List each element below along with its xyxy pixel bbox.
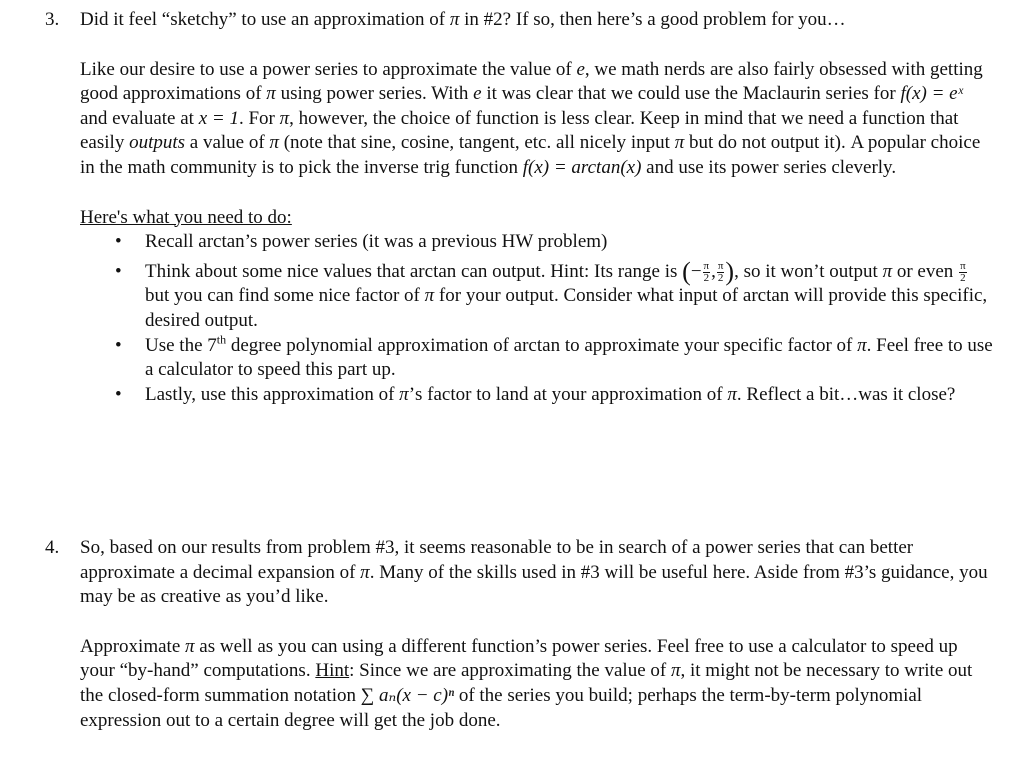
pi-symbol: π xyxy=(399,383,409,405)
problem-4-text: : Since we are approximating the value of xyxy=(349,660,671,682)
e-symbol: e xyxy=(576,58,585,80)
x-equals-one-expr: x = 1 xyxy=(198,107,239,129)
problem-4-intro xyxy=(45,536,994,610)
intro-text: and evaluate at xyxy=(80,107,199,129)
summation-expr: ∑ aₙ(x − c)ⁿ xyxy=(360,684,455,706)
task-item xyxy=(115,332,994,383)
pi-symbol: π xyxy=(882,260,893,282)
task-text: . Feel free to use a calculator to speed this part up. xyxy=(145,334,993,381)
problem-4 xyxy=(45,536,994,733)
outputs-emphasis: outputs xyxy=(129,132,186,154)
task-item xyxy=(115,256,994,334)
problem-4-text: , it might not be necessary to write out the closed-form summation notation xyxy=(80,660,973,706)
problem-3-number: 3. xyxy=(45,9,60,30)
intro-text: . For xyxy=(238,107,280,129)
task-text: but you can find some nice factor of xyxy=(145,285,425,307)
task-item xyxy=(115,230,994,255)
question-text: in #2? If so, then here’s a good problem for you… xyxy=(459,9,846,30)
task-text: . Reflect a bit…was it close? xyxy=(736,383,956,405)
pi-symbol: π xyxy=(269,132,279,154)
problem-4-text: Approximate xyxy=(80,635,186,657)
tasks-heading xyxy=(45,206,994,231)
task-text: ’s factor to land at your approximation of xyxy=(408,383,728,405)
tasks-heading-text: Here's what you need to do: xyxy=(80,206,292,228)
pi-over-two-fraction: $\frac{\pi}{2}$ xyxy=(717,259,724,284)
pi-symbol: π xyxy=(279,107,290,129)
pi-symbol: π xyxy=(674,132,685,154)
intro-text: using power series. With xyxy=(275,83,474,105)
tasks-list xyxy=(45,230,994,407)
superscript-th: th xyxy=(216,332,227,347)
pi-over-two-fraction: $\frac{\pi}{2}$ xyxy=(703,259,710,284)
problem-3-intro xyxy=(45,58,994,181)
problem-3-question xyxy=(45,8,994,33)
pi-symbol: π xyxy=(727,383,737,405)
intro-text: and use its power series cleverly. xyxy=(641,156,897,178)
intro-text: , we math nerds are also fairly obsessed with getting good approximations of xyxy=(80,58,983,105)
problem-4-task xyxy=(45,635,994,733)
problem-3 xyxy=(45,8,994,407)
bullet-icon: • xyxy=(115,260,122,282)
problem-4-text: So, based on our results from problem #3, it seems reasonable to be in search of a power series that can better approximate a decimal expansion of xyxy=(80,537,914,583)
pi-symbol: π xyxy=(185,635,195,657)
exp-function-expr: f(x) = eˣ xyxy=(900,83,963,105)
problem-4-text: of the series you build; perhaps the term-by-term polynomial expression out to a certain degree will get the job done. xyxy=(80,684,923,731)
task-text: degree polynomial approximation of arctan to approximate your specific factor of xyxy=(226,334,858,356)
task-text: Lastly, use this approximation of xyxy=(145,383,400,405)
pi-symbol: π xyxy=(266,83,276,105)
intro-text: (note that sine, cosine, tangent, etc. all nicely input xyxy=(278,132,675,154)
intro-text: it was clear that we could use the Maclaurin series for xyxy=(481,83,901,105)
bullet-icon: • xyxy=(115,334,122,356)
intro-text: Like our desire to use a power series to approximate the value of xyxy=(80,58,577,80)
task-text: , so it won’t output xyxy=(734,260,883,282)
pi-over-two-fraction: $\frac{\pi}{2}$ xyxy=(960,259,966,284)
pi-symbol: π xyxy=(857,334,867,356)
task-text: Think about some nice values that arctan can output. Hint: Its range is xyxy=(145,260,683,282)
task-text: Use the 7 xyxy=(145,334,217,356)
intro-text: a value of xyxy=(185,132,270,154)
intro-text: but do not output it). A popular choice in the math community is to pick the inverse trig function xyxy=(80,132,981,178)
question-text: Did it feel “sketchy” to use an approximation of xyxy=(80,9,450,30)
pi-symbol: π xyxy=(360,561,370,583)
hint-label: Hint xyxy=(315,660,350,682)
problem-4-number: 4. xyxy=(45,537,60,558)
intro-text: , however, the choice of function is less clear. Keep in mind that we need a function that easily xyxy=(80,107,959,154)
bullet-icon: • xyxy=(115,231,122,253)
task-item xyxy=(115,383,994,408)
pi-symbol: π xyxy=(424,285,435,307)
range-interval: (− $\frac{\pi}{2}$ , $\frac{\pi}{2}$ ) xyxy=(682,256,735,286)
task-text: or even xyxy=(892,260,959,282)
pi-symbol: π xyxy=(670,660,681,682)
problem-4-text: as well as you can using a different function’s power series. Feel free to use a calculator to speed up your “by-hand” computations. xyxy=(80,635,958,682)
bullet-icon: • xyxy=(115,383,122,405)
task-text: for your output. Consider what input of arctan will provide this specific, desired output. xyxy=(145,285,988,331)
task-text: Recall arctan’s power series (it was a previous HW problem) xyxy=(145,231,608,253)
e-symbol: e xyxy=(473,83,482,105)
pi-symbol: π xyxy=(449,9,460,30)
arctan-function-expr: f(x) = arctan(x) xyxy=(522,156,642,178)
problem-4-text: . Many of the skills used in #3 will be useful here. Aside from #3’s guidance, you may be as creative as you’d like. xyxy=(80,561,988,608)
